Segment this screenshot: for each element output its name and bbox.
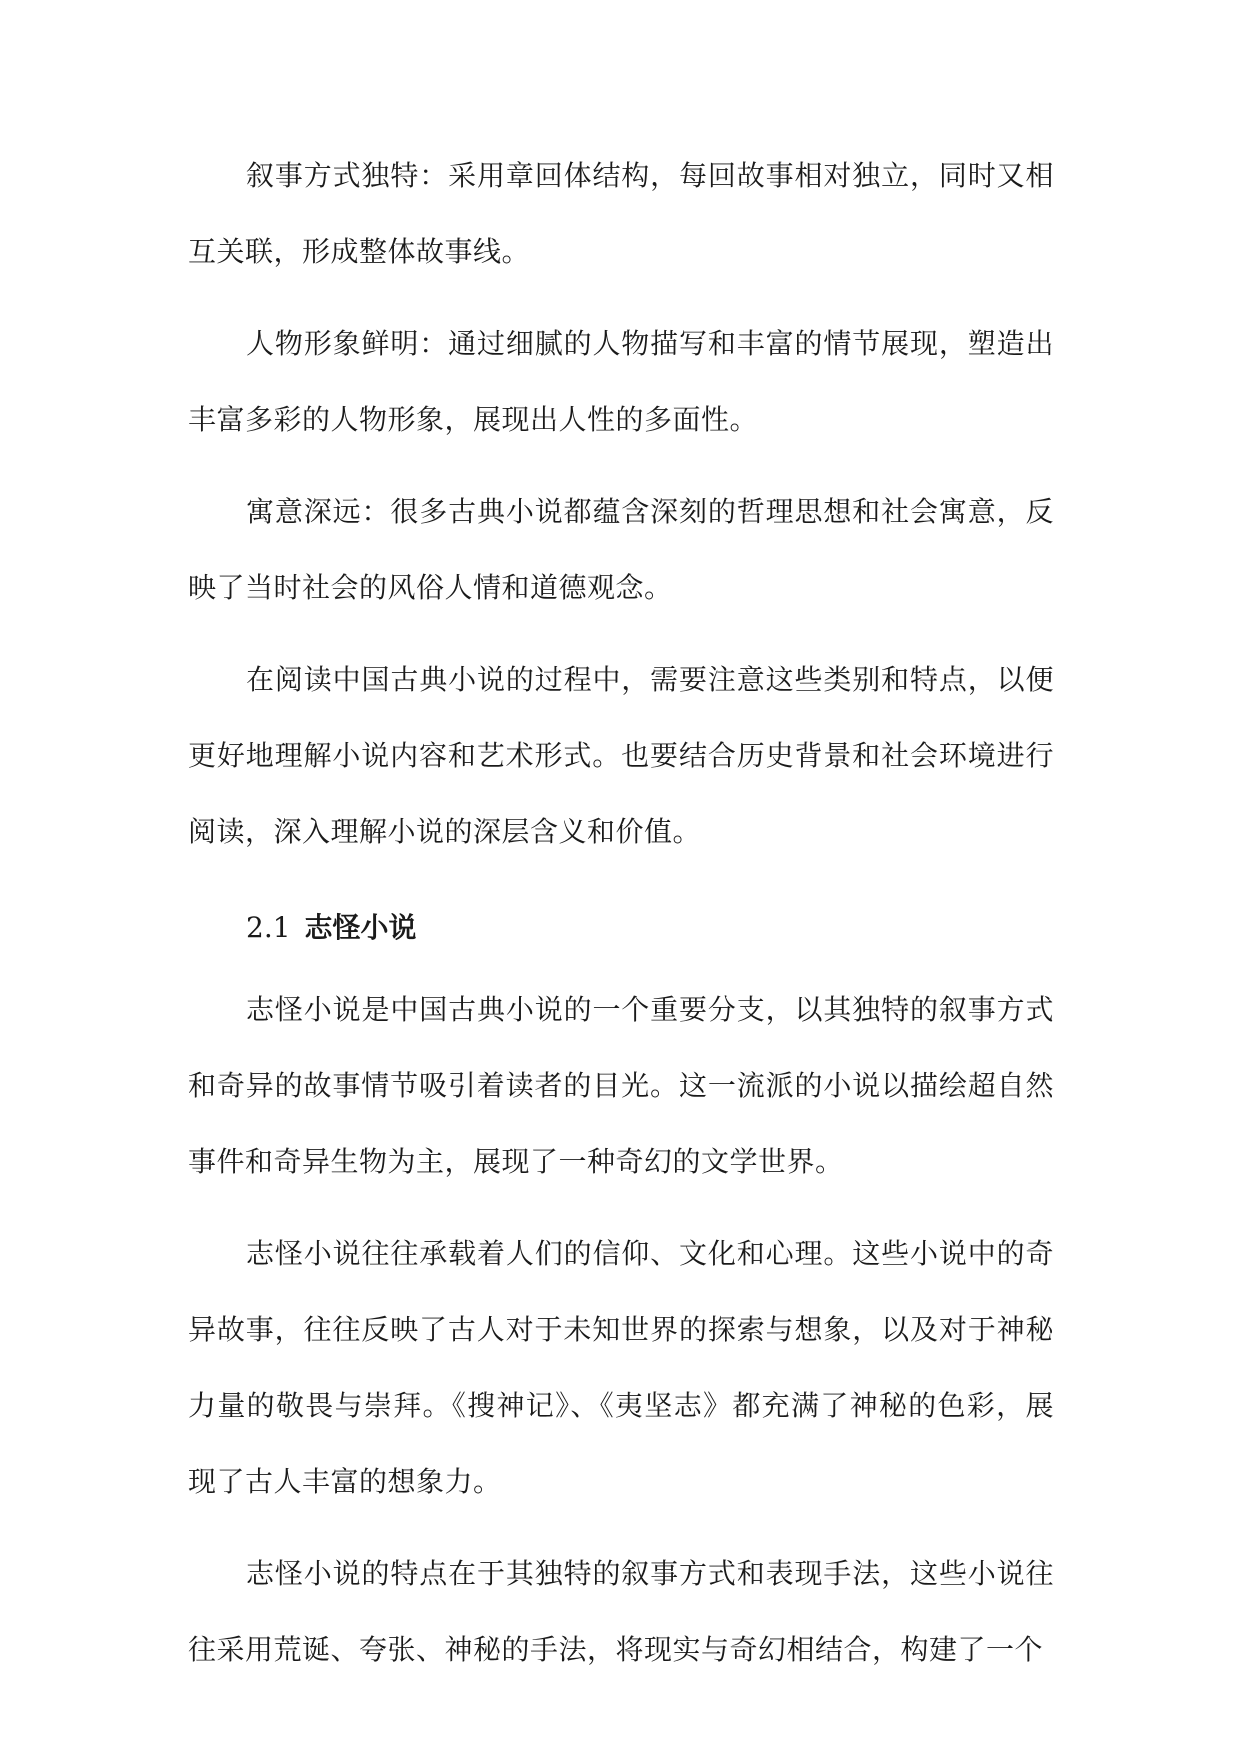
paragraph-zhiguai-intro: 志怪小说是中国古典小说的一个重要分支，以其独特的叙事方式和奇异的故事情节吸引着读者的目光。这一流派的小说以描绘超自然事件和奇异生物为主，展现了一种奇幻的文学世界。 [188,993,1054,1178]
section-heading [188,890,1054,966]
paragraph-reading-advice: 在阅读中国古典小说的过程中，需要注意这些类别和特点，以便更好地理解小说内容和艺术形式。也要结合历史背景和社会环境进行阅读，深入理解小说的深层含义和价值。 [188,663,1054,848]
paragraph-character-portrayal: 人物形象鲜明：通过细腻的人物描写和丰富的情节展现，塑造出丰富多彩的人物形象，展现出人性的多面性。 [188,327,1054,436]
section-number: 2.1 [246,911,291,944]
paragraph-zhiguai-beliefs: 志怪小说往往承载着人们的信仰、文化和心理。这些小说中的奇异故事，往往反映了古人对于未知世界的探索与想象，以及对于神秘力量的敬畏与崇拜。《搜神记》、《夷坚志》都充满了神秘的色彩，展现了古人丰富的想象力。 [188,1237,1054,1498]
paragraph-zhiguai-features: 志怪小说的特点在于其独特的叙事方式和表现手法，这些小说往往采用荒诞、夸张、神秘的手法，将现实与奇幻相结合，构建了一个 [188,1557,1054,1666]
document-body [188,138,1054,1704]
paragraph-narrative-style: 叙事方式独特：采用章回体结构，每回故事相对独立，同时又相互关联，形成整体故事线。 [188,159,1054,268]
paragraph-deep-meaning: 寓意深远：很多古典小说都蕴含深刻的哲理思想和社会寓意，反映了当时社会的风俗人情和道德观念。 [188,495,1054,604]
section-title: 志怪小说 [304,911,417,944]
